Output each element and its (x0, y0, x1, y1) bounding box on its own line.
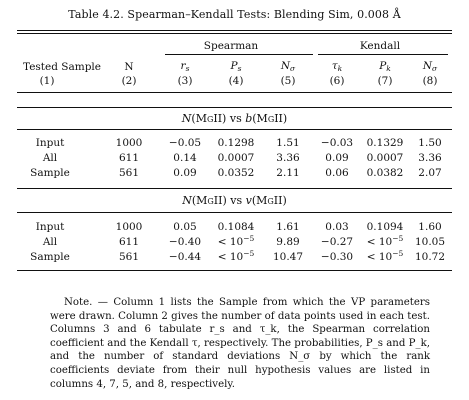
s1r3-rs: 0.09 (173, 167, 197, 179)
s2r1-nsigma2: 1.60 (418, 221, 442, 233)
col-num-1: (1) (39, 75, 55, 87)
s2r2-ps-exp: −5 (243, 234, 255, 243)
s2r2-pk-base: < 10 (366, 236, 393, 248)
table-note: Note. — Column 1 lists the Sample from which the VP parameters were drawn. Column 2 gives the number of data points used in each test. Columns 3 and 6 tabulate r_s and τ_k, the Spearman correlation coefficient and the Kendall τ, respectively. The probabilities, P_s and P_k, and the number of standard deviations N_σ by which the rank coefficients deviate from their null hypothesis values are listed in columns 4, 7, 5, and 8, respectively. (50, 297, 430, 390)
s1r2-n: 611 (118, 152, 140, 164)
col-num-6: (6) (329, 75, 345, 87)
s1r1-sample: Input (35, 137, 65, 149)
s1r1-nsigma2: 1.50 (418, 137, 442, 149)
s2r2-ps (218, 236, 255, 249)
col-num-3: (3) (177, 75, 193, 87)
s2r2-nsigma: 9.89 (276, 236, 300, 248)
bottom-rule (17, 270, 452, 271)
s2r3-nsigma2: 10.72 (414, 251, 446, 263)
header-nsigma2: Nσ (422, 60, 438, 73)
s2r1-pk: 0.1094 (366, 221, 404, 233)
s2r1-nsigma: 1.61 (276, 221, 300, 233)
header-spearman: Spearman (203, 40, 259, 52)
section2-title: N(MgII) vs v(MgII) (182, 194, 287, 207)
col-num-7: (7) (377, 75, 393, 87)
header-nsigma: Nσ (280, 60, 296, 73)
s2r3-pk-base: < 10 (366, 251, 393, 263)
kendall-group-rule (318, 54, 448, 55)
s2r2-tauk: −0.27 (320, 236, 354, 248)
s2r2-nsigma2: 10.05 (414, 236, 446, 248)
header-rs: rs (180, 60, 190, 73)
s2r3-pk-exp: −5 (392, 249, 404, 258)
s2r3-sample: Sample (30, 251, 70, 263)
s1r1-ps: 0.1298 (217, 137, 255, 149)
s1r2-nsigma: 3.36 (276, 152, 300, 164)
col-num-5: (5) (280, 75, 296, 87)
s1r3-ps: 0.0352 (217, 167, 255, 179)
s1r2-sample: All (42, 152, 58, 164)
section1-title: N(MgII) vs b(MgII) (181, 112, 288, 125)
s1r3-nsigma2: 2.07 (418, 167, 442, 179)
s1r1-n: 1000 (115, 137, 143, 149)
header-tauk: τk (331, 60, 343, 73)
s1r2-rs: 0.14 (173, 152, 197, 164)
s2r3-ps (218, 251, 255, 264)
section2-title-rule (17, 212, 452, 213)
s1r2-nsigma2: 3.36 (418, 152, 442, 164)
top-rule-1 (17, 30, 452, 31)
table-title: Table 4.2. Spearman–Kendall Tests: Blending Sim, 0.008 Å (68, 8, 401, 21)
s2r1-rs: 0.05 (173, 221, 197, 233)
s1r3-nsigma: 2.11 (276, 167, 300, 179)
section1-title-rule (17, 129, 452, 130)
s1r3-tauk: 0.06 (325, 167, 349, 179)
s1r3-n: 561 (118, 167, 140, 179)
spearman-group-rule (165, 54, 313, 55)
s1r3-pk: 0.0382 (366, 167, 404, 179)
col-num-4: (4) (228, 75, 244, 87)
col-num-8: (8) (422, 75, 438, 87)
s1r1-tauk: −0.03 (320, 137, 354, 149)
header-tested-sample: Tested Sample (23, 61, 101, 73)
s2r2-sample: All (42, 236, 58, 248)
s1r1-nsigma: 1.51 (276, 137, 300, 149)
header-ps: Ps (230, 60, 242, 73)
s2r2-pk-exp: −5 (392, 234, 404, 243)
header-pk: Pk (379, 60, 391, 73)
s2r3-pk (367, 251, 404, 264)
s1r3-sample: Sample (30, 167, 70, 179)
header-bottom-rule (17, 92, 452, 93)
header-n: N (124, 61, 134, 73)
s2r2-n: 611 (118, 236, 140, 248)
s2r3-ps-exp: −5 (243, 249, 255, 258)
s2r1-ps: 0.1084 (217, 221, 255, 233)
s2r3-n: 561 (118, 251, 140, 263)
s1r2-pk: 0.0007 (366, 152, 404, 164)
s2r1-sample: Input (35, 221, 65, 233)
col-num-2: (2) (121, 75, 137, 87)
s1r1-pk: 0.1329 (366, 137, 404, 149)
s1r1-rs: −0.05 (168, 137, 202, 149)
s2r3-nsigma: 10.47 (272, 251, 304, 263)
s2r3-rs: −0.44 (168, 251, 202, 263)
s2r1-tauk: 0.03 (325, 221, 349, 233)
s2r2-rs: −0.40 (168, 236, 202, 248)
top-rule-2 (17, 33, 452, 34)
header-kendall: Kendall (359, 40, 401, 52)
s2r2-pk (367, 236, 404, 249)
s2r3-tauk: −0.30 (320, 251, 354, 263)
s2r3-ps-base: < 10 (217, 251, 244, 263)
s2r1-n: 1000 (115, 221, 143, 233)
s1r2-ps: 0.0007 (217, 152, 255, 164)
section2-top-rule (17, 188, 452, 189)
s2r2-ps-base: < 10 (217, 236, 244, 248)
s1r2-tauk: 0.09 (325, 152, 349, 164)
section1-top-rule (17, 107, 452, 108)
